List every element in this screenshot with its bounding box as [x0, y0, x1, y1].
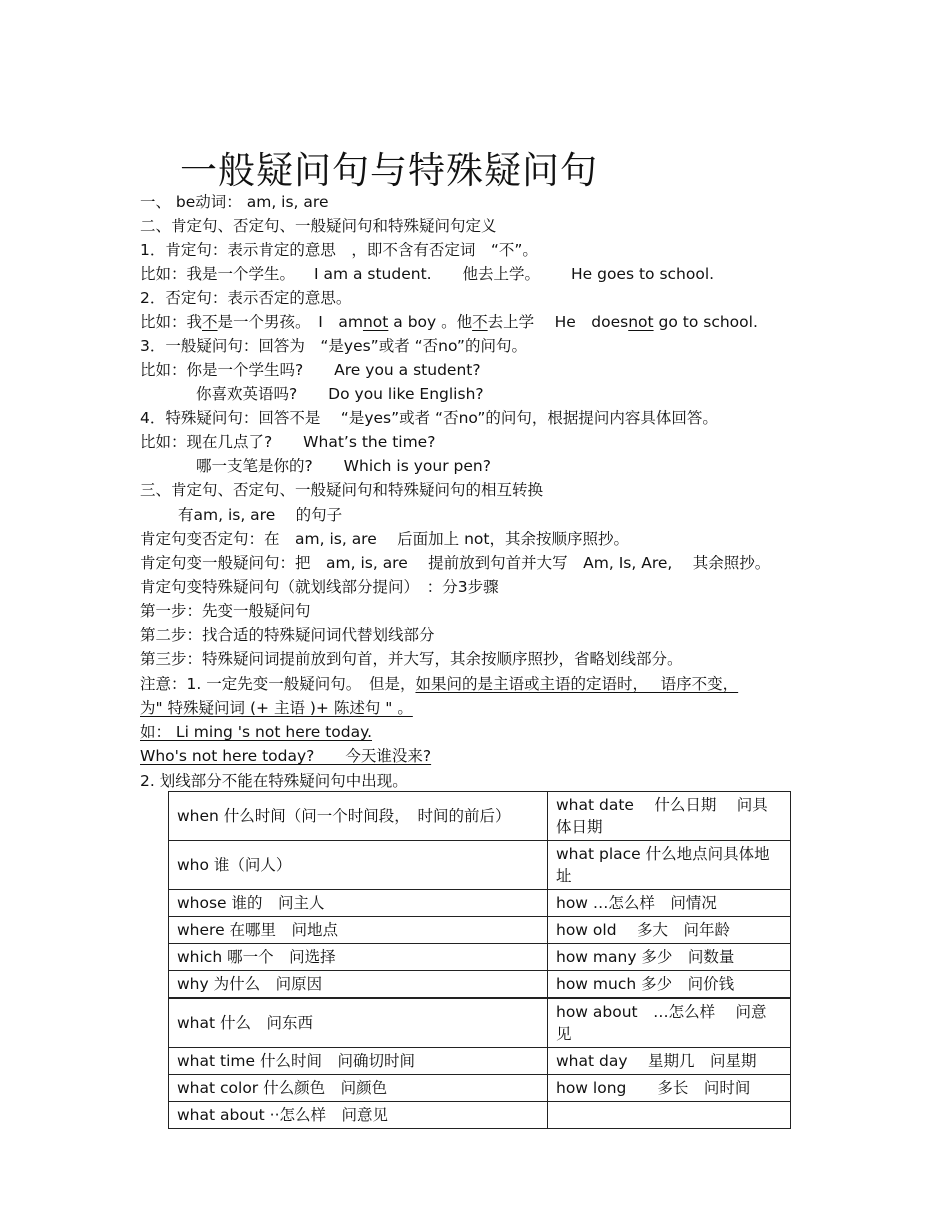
example-wh-2	[196, 456, 491, 476]
question-word-cell-right: what date 什么日期 问具体日期	[548, 792, 791, 841]
question-word-cell-right: how about …怎么样 问意见	[548, 998, 791, 1048]
rule-to-wh: 肯定句变特殊疑问句（就划线部分提问） ：分3步骤	[140, 578, 499, 596]
table-row	[169, 917, 791, 944]
question-word-cell-left: whose 谁的 问主人	[169, 890, 548, 917]
rule-to-negative: 肯定句变否定句：在 am, is, are 后面加上 not，其余按顺序照抄。	[140, 530, 629, 548]
table-row	[169, 944, 791, 971]
example-cn: 他去上学。	[462, 265, 541, 283]
page-title: 一般疑问句与特殊疑问句	[180, 149, 598, 192]
example-en: Are you a student?	[334, 361, 481, 379]
definition-affirmative: 1．肯定句：表示肯定的意思 ，即不含有否定词 “不”。	[140, 241, 538, 259]
text-line-be-verbs: 一、 be动词： am, is, are	[140, 193, 329, 211]
text-line-be-sentences: 有am, is, are 的句子	[178, 506, 343, 524]
table-row	[169, 792, 791, 841]
note-example-question: Who's not here today? 今天谁没来?	[140, 747, 432, 765]
example-en: He goes to school.	[570, 265, 715, 283]
example-en: What’s the time?	[303, 433, 436, 451]
question-word-cell-left: who 谁（问人）	[169, 841, 548, 890]
question-word-cell-right: how old 多大 问年龄	[548, 917, 791, 944]
example-text: 去上学 He does	[487, 313, 629, 331]
example-affirmative	[140, 264, 714, 284]
question-word-cell-left: what 什么 问东西	[169, 998, 548, 1048]
example-wh-1	[140, 432, 435, 452]
question-word-cell-left: what time 什么时间 问确切时间	[169, 1048, 548, 1075]
example-cn: 比如：你是一个学生吗?	[140, 361, 304, 379]
table-row	[169, 1048, 791, 1075]
example-text: 是一个男孩。 I am	[217, 313, 363, 331]
example-text: a boy 。他	[388, 313, 473, 331]
example-negative	[140, 312, 758, 332]
table-row	[169, 971, 791, 999]
table-row	[169, 998, 791, 1048]
note-example-statement: 如： Li ming 's not here today.	[140, 723, 373, 741]
example-en: Which is your pen?	[343, 457, 491, 475]
question-word-cell-left: where 在哪里 问地点	[169, 917, 548, 944]
note-2: 2. 划线部分不能在特殊疑问句中出现。	[140, 772, 408, 790]
table-row	[169, 890, 791, 917]
question-word-cell-left: when 什么时间（问一个时间段， 时间的前后）	[169, 792, 548, 841]
step-2: 第二步：找合适的特殊疑问词代替划线部分	[140, 626, 435, 644]
example-en: Do you like English?	[328, 385, 484, 403]
definition-wh-question: 4．特殊疑问句：回答不是 “是yes”或者 “否no”的问句，根据提问内容具体回答。	[140, 409, 718, 427]
underlined-note: 如果问的是主语或主语的定语时， 语序不变，	[415, 675, 739, 693]
underlined-word: not	[628, 313, 654, 331]
question-word-cell-right: what day 星期几 问星期	[548, 1048, 791, 1075]
note-text: 注意：1. 一定先变一般疑问句。 但是，	[140, 675, 416, 693]
example-text: go to school.	[653, 313, 758, 331]
example-cn: 你喜欢英语吗?	[196, 385, 298, 403]
note-1-continued: 为" 特殊疑问词 (+ 主语 )+ 陈述句 " 。	[140, 699, 413, 717]
example-yes-no-2	[196, 384, 484, 404]
underlined-word: 不	[202, 313, 218, 331]
question-word-cell-right: how many 多少 问数量	[548, 944, 791, 971]
definition-negative: 2．否定句：表示否定的意思。	[140, 289, 352, 307]
question-word-cell-right: how …怎么样 问情况	[548, 890, 791, 917]
table-row	[169, 841, 791, 890]
note-1	[140, 674, 738, 694]
step-1: 第一步：先变一般疑问句	[140, 602, 311, 620]
question-word-cell-left: what color 什么颜色 问颜色	[169, 1075, 548, 1102]
underlined-word: 不	[472, 313, 488, 331]
example-en: I am a student.	[313, 265, 432, 283]
step-3: 第三步：特殊疑问词提前放到句首，并大写，其余按顺序照抄，省略划线部分。	[140, 650, 683, 668]
question-word-cell-right: how long 多长 问时间	[548, 1075, 791, 1102]
definition-yes-no-question: 3．一般疑问句：回答为 “是yes”或者 “否no”的问句。	[140, 337, 527, 355]
table-row	[169, 1075, 791, 1102]
rule-to-yes-no: 肯定句变一般疑问句：把 am, is, are 提前放到句首并大写 Am, Is, Are, 其余照抄。	[140, 554, 771, 572]
question-word-cell-right: how much 多少 问价钱	[548, 971, 791, 999]
table-row	[169, 1102, 791, 1129]
section-heading-definitions: 二、肯定句、否定句、一般疑问句和特殊疑问句定义	[140, 217, 497, 235]
question-word-cell-left: why 为什么 问原因	[169, 971, 548, 999]
example-cn: 哪一支笔是你的?	[196, 457, 313, 475]
question-word-table	[168, 791, 791, 1129]
section-heading-conversion: 三、肯定句、否定句、一般疑问句和特殊疑问句的相互转换	[140, 481, 544, 499]
question-word-cell-right: what place 什么地点问具体地址	[548, 841, 791, 890]
example-cn: 比如：我是一个学生。	[140, 265, 296, 283]
example-cn: 比如：现在几点了?	[140, 433, 273, 451]
example-yes-no-1	[140, 360, 481, 380]
question-word-cell-right	[548, 1102, 791, 1129]
question-word-cell-left: what about ··怎么样 问意见	[169, 1102, 548, 1129]
underlined-word: not	[362, 313, 389, 331]
example-text: 比如：我	[140, 313, 203, 331]
question-word-cell-left: which 哪一个 问选择	[169, 944, 548, 971]
